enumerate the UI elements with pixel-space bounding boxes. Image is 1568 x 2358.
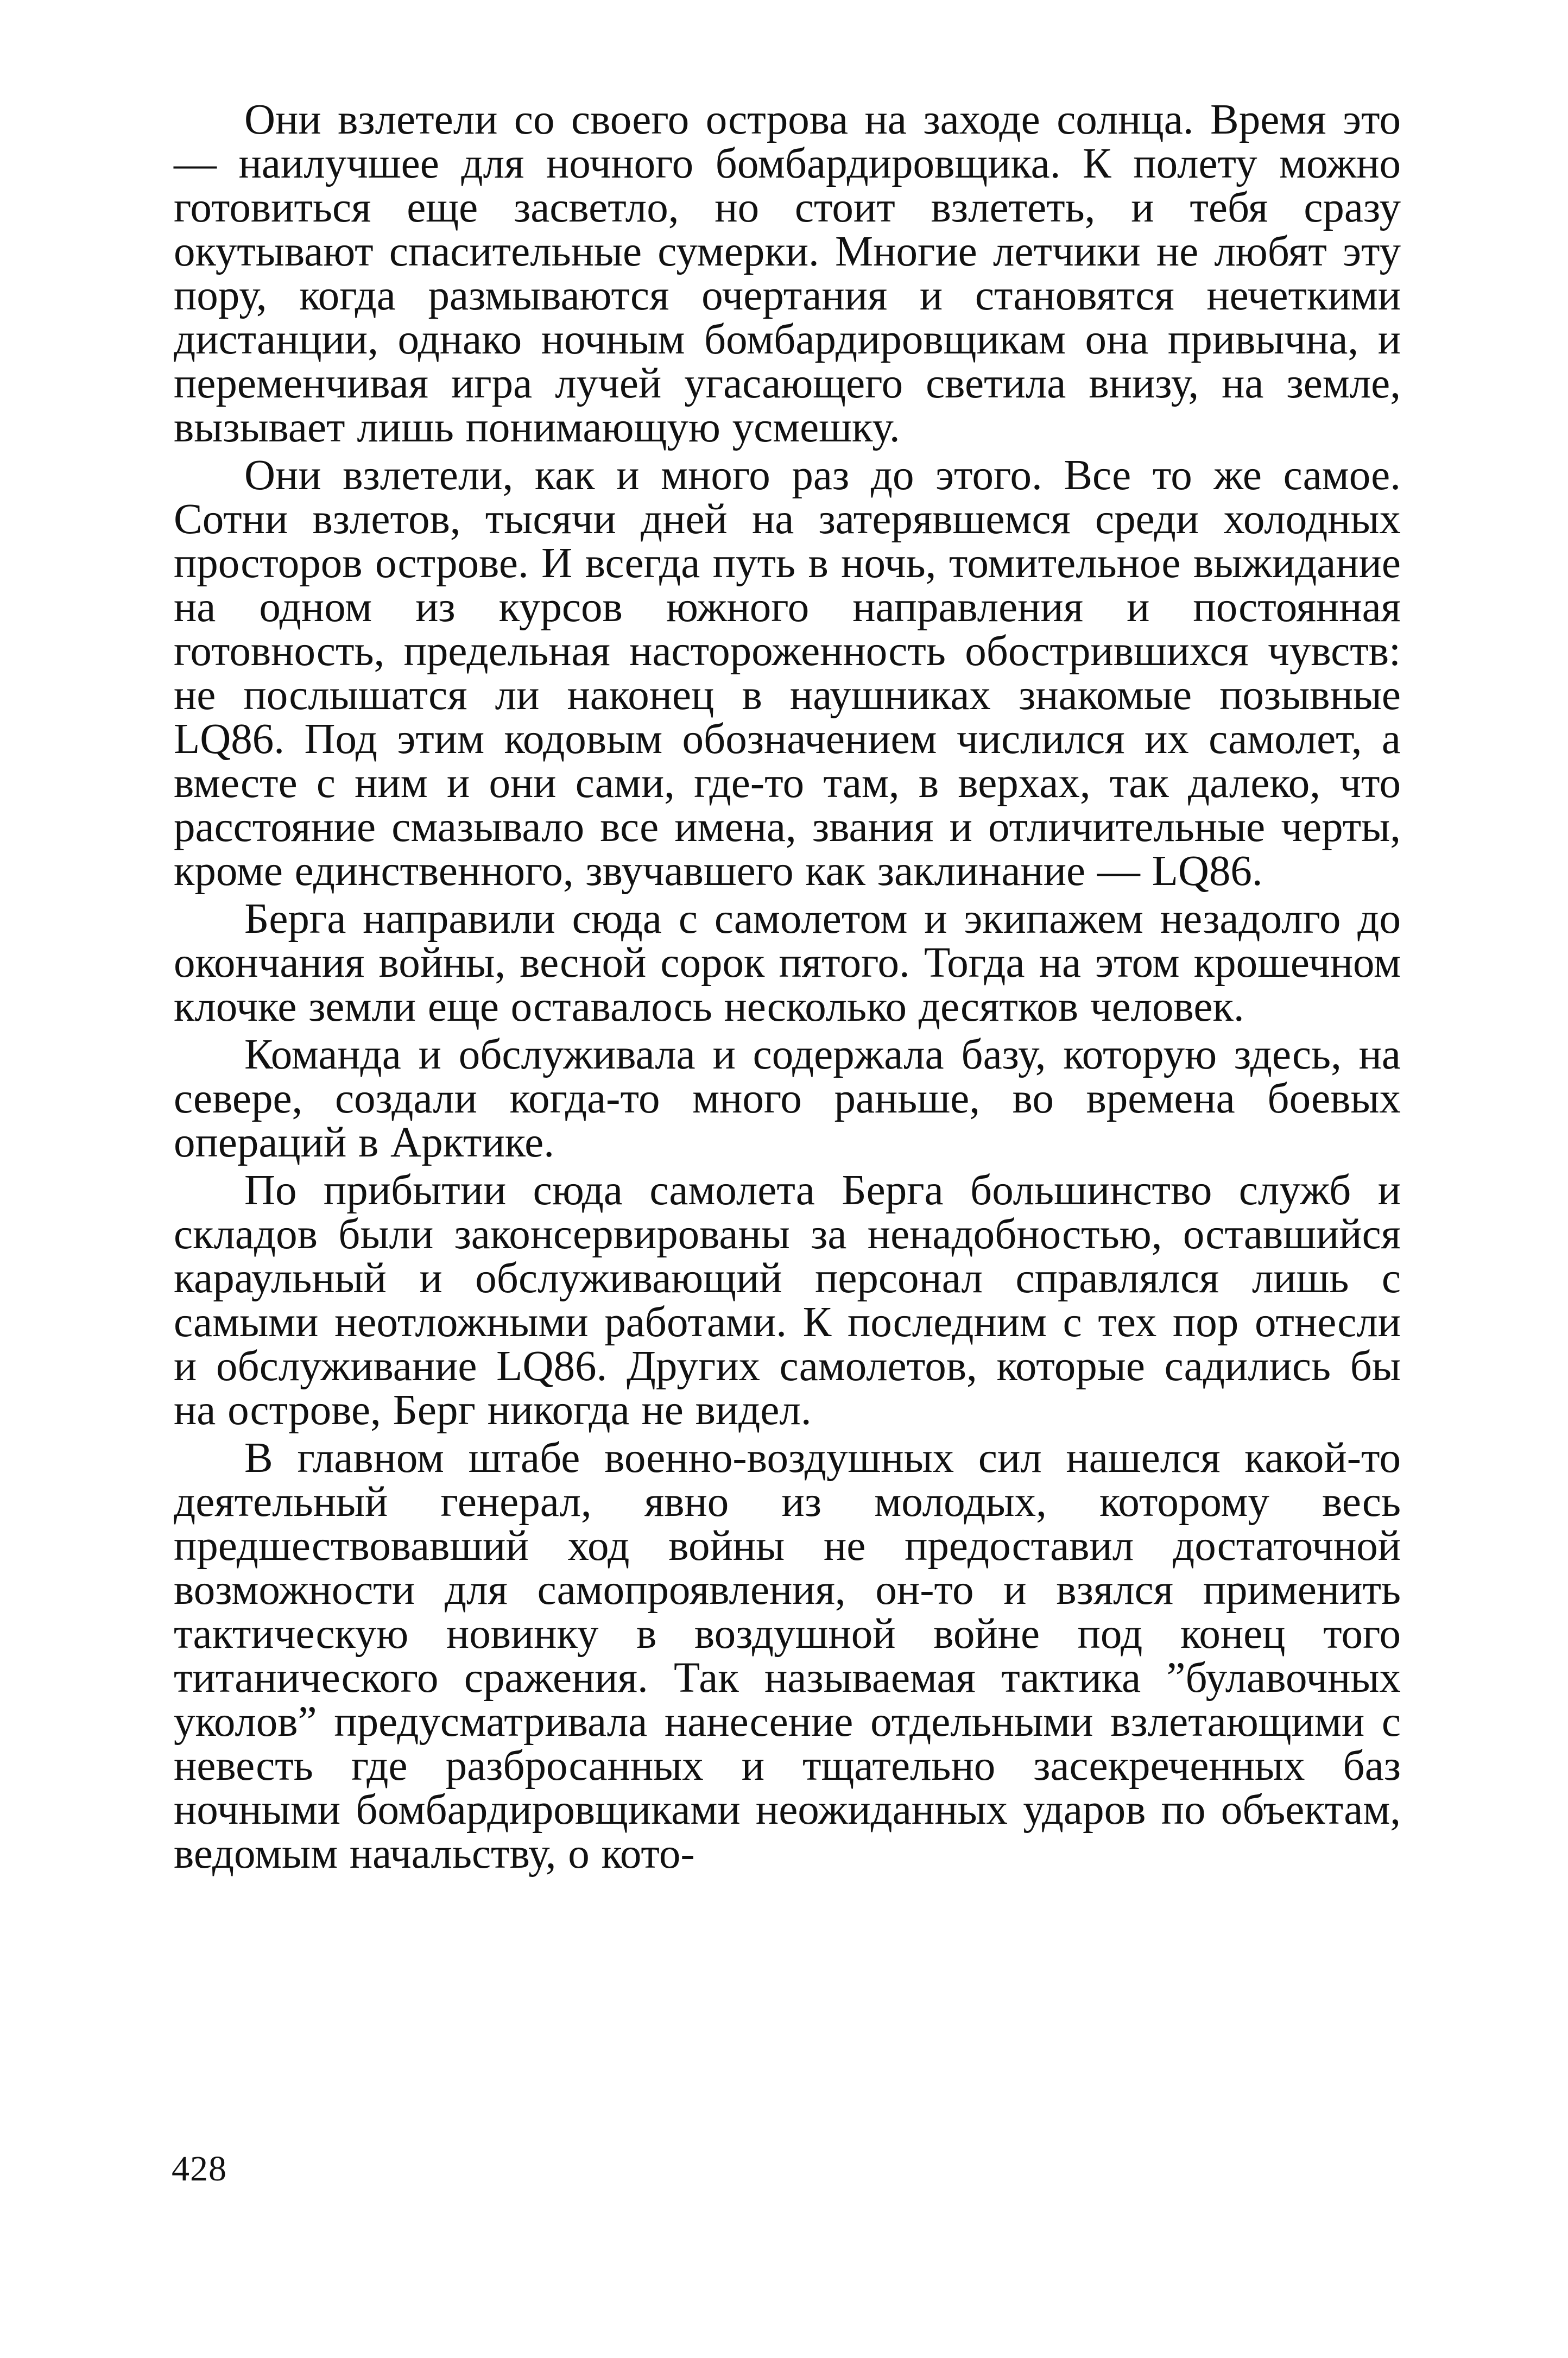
paragraph-6: В главном штабе военно-воздушных сил нашелся какой-то деятельный генерал, явно из молодых, которому весь предшествовавший ход войны не предоставил достаточной возможности для самопроявления, он-то и взялся применить тактическую новинку в воздушной войне под конец того титанического сражения. Так называемая тактика ”булавочных уколов” предусматривала нанесение отдельными взлетающими с невесть где разбросанных и тщательно засекреченных баз ночными бомбардировщиками неожиданных ударов по объектам, ведомым начальству, о кото- bbox=[174, 1434, 1401, 1877]
page-number: 428 bbox=[172, 2149, 227, 2189]
paragraph-4: Команда и обслуживала и содержала базу, которую здесь, на севере, создали когда-то много раньше, во времена боевых операций в Арктике. bbox=[174, 1031, 1401, 1166]
paragraph-2: Они взлетели, как и много раз до этого. Все то же самое. Сотни взлетов, тысячи дней на затерявшемся среди холодных просторов острове. И всегда путь в ночь, томительное выжидание на одном из курсов южного направления и постоянная готовность, предельная настороженность обострившихся чувств: не послышатся ли наконец в наушниках знакомые позывные LQ86. Под этим кодовым обозначением числился их самолет, а вместе с ним и они сами, где-то там, в верхах, так далеко, что расстояние смазывало все имена, звания и отличительные черты, кроме единственного, звучавшего как заклинание — LQ86. bbox=[174, 452, 1401, 895]
paragraph-1: Они взлетели со своего острова на заходе солнца. Время это — наилучшее для ночного бомбардировщика. К полету можно готовиться еще засветло, но стоит взлететь, и тебя сразу окутывают спасительные сумерки. Многие летчики не любят эту пору, когда размываются очертания и становятся нечеткими дистанции, однако ночным бомбардировщикам она привычна, и переменчивая игра лучей угасающего светила внизу, на земле, вызывает лишь понимающую усмешку. bbox=[174, 96, 1401, 451]
body-text bbox=[174, 98, 1401, 1880]
paragraph-3: Берга направили сюда с самолетом и экипажем незадолго до окончания войны, весной сорок пятого. Тогда на этом крошечном клочке земли еще оставалось несколько десятков человек. bbox=[174, 895, 1401, 1031]
paragraph-5: По прибытии сюда самолета Берга большинство служб и складов были законсервированы за ненадобностью, оставшийся караульный и обслуживающий персонал справлялся лишь с самыми неотложными работами. К последним с тех пор отнесли и обслуживание LQ86. Других самолетов, которые садились бы на острове, Берг никогда не видел. bbox=[174, 1167, 1401, 1434]
